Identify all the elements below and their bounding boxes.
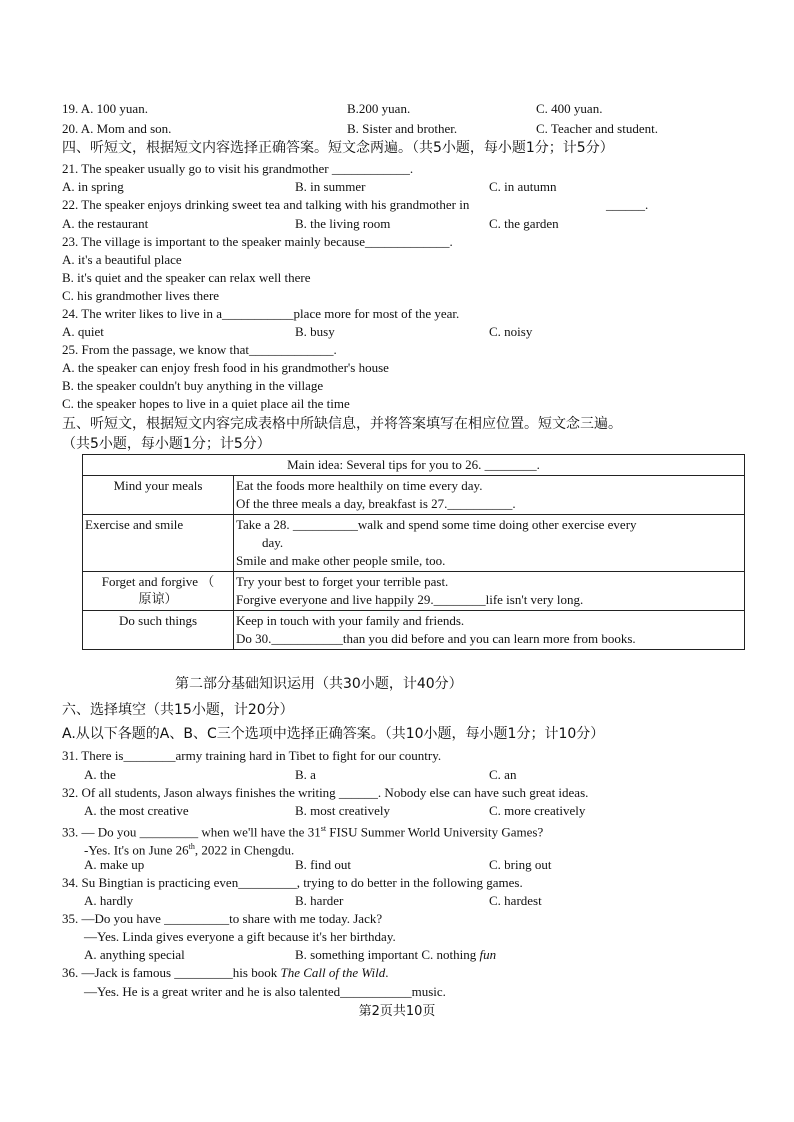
row-line: Eat the foods more healthily on time every day. bbox=[236, 478, 483, 493]
q31-option-a: A. the bbox=[84, 767, 116, 782]
q35-stem: 35. —Do you have __________to share with me today. Jack? bbox=[62, 911, 383, 926]
row-content bbox=[234, 515, 745, 572]
q34-stem: 34. Su Bingtian is practicing even_________, trying to do better in the following games. bbox=[62, 875, 523, 890]
q22-option-a: A. the restaurant bbox=[62, 216, 149, 231]
row-content bbox=[234, 611, 745, 650]
q36-stem-end: . bbox=[385, 965, 389, 980]
q25-option-a: A. the speaker can enjoy fresh food in his grandmother's house bbox=[62, 360, 389, 375]
q25-option-c: C. the speaker hopes to live in a quiet place ail the time bbox=[62, 396, 350, 411]
q35-option-c-fun: fun bbox=[479, 947, 497, 962]
q32-option-c: C. more creatively bbox=[489, 803, 586, 818]
q36-stem: 36. —Jack is famous _________his book bbox=[62, 965, 281, 980]
section-5-title: 五、听短文，根据短文内容完成表格中所缺信息，并将答案填写在相应位置。短文念三遍。 bbox=[62, 416, 622, 432]
q25-stem: 25. From the passage, we know that_____________. bbox=[62, 342, 337, 357]
row-line: Smile and make other people smile, too. bbox=[236, 553, 446, 568]
q33-option-b: B. find out bbox=[295, 857, 351, 872]
q21-option-c: C. in autumn bbox=[489, 179, 557, 194]
table-row bbox=[83, 572, 745, 611]
q33-option-c: C. bring out bbox=[489, 857, 552, 872]
q31-option-c: C. an bbox=[489, 767, 517, 782]
part-2-title: 第二部分基础知识运用（共30小题，计40分） bbox=[175, 676, 463, 692]
q32-option-b: B. most creatively bbox=[295, 803, 390, 818]
row-label: Forget and forgive （ bbox=[101, 574, 215, 589]
q19-option-c: C. 400 yuan. bbox=[536, 101, 603, 116]
q36-stem-line bbox=[62, 965, 388, 981]
q33-stem-end: FISU Summer World University Games? bbox=[326, 824, 544, 840]
row-label: Do such things bbox=[83, 611, 234, 650]
q33-answer: -Yes. It's on June 26 bbox=[84, 842, 189, 858]
section-6-title: 六、选择填空（共15小题，计20分） bbox=[62, 702, 294, 718]
q22-blank: ______. bbox=[606, 197, 649, 212]
q33-answer-superscript: th bbox=[188, 842, 195, 851]
q34-option-c: C. hardest bbox=[489, 893, 542, 908]
q33-superscript: st bbox=[320, 824, 327, 833]
table-row bbox=[83, 611, 745, 650]
q33-stem: 33. — Do you _________ when we'll have the 31 bbox=[62, 824, 321, 840]
row-content bbox=[234, 572, 745, 611]
q21-stem: 21. The speaker usually go to visit his grandmother ____________. bbox=[62, 161, 414, 176]
q32-stem: 32. Of all students, Jason always finishes the writing ______. Nobody else can have such great ideas. bbox=[62, 785, 589, 800]
q35-option-a: A. anything special bbox=[84, 947, 185, 962]
q31-option-b: B. a bbox=[295, 767, 316, 782]
row-line: Forgive everyone and live happily 29.________life isn't very long. bbox=[236, 592, 584, 607]
row-line-cont: day. bbox=[262, 535, 284, 550]
row-label: Mind your meals bbox=[83, 476, 234, 515]
q33-option-a: A. make up bbox=[84, 857, 145, 872]
q34-option-a: A. hardly bbox=[84, 893, 134, 908]
q33-answer-line bbox=[84, 839, 294, 858]
q24-option-c: C. noisy bbox=[489, 324, 533, 339]
q34-option-b: B. harder bbox=[295, 893, 344, 908]
section-4-title: 四、听短文，根据短文内容选择正确答案。短文念两遍。（共5小题，每小题1分；计5分） bbox=[62, 140, 614, 156]
row-line: Do 30.___________than you did before and you can learn more from books. bbox=[236, 631, 636, 646]
q23-option-b: B. it's quiet and the speaker can relax well there bbox=[62, 270, 311, 285]
q21-option-b: B. in summer bbox=[295, 179, 366, 194]
q19-option-b: B.200 yuan. bbox=[347, 101, 411, 116]
row-line: Take a 28. __________walk and spend some time doing other exercise every bbox=[236, 517, 637, 532]
q22-stem: 22. The speaker enjoys drinking sweet tea and talking with his grandmother in bbox=[62, 197, 470, 212]
row-line: Try your best to forget your terrible past. bbox=[236, 574, 449, 589]
q24-stem: 24. The writer likes to live in a___________place more for most of the year. bbox=[62, 306, 460, 321]
section-6-subtitle: A.从以下各题的A、B、C三个选项中选择正确答案。（共10小题，每小题1分；计10分） bbox=[62, 726, 605, 742]
q24-option-b: B. busy bbox=[295, 324, 335, 339]
q20-option-b: B. Sister and brother. bbox=[347, 121, 458, 136]
q36-book-title: The Call of the Wild bbox=[280, 965, 386, 980]
row-line: Keep in touch with your family and friends. bbox=[236, 613, 465, 628]
table-main-idea: Main idea: Several tips for you to 26. ________. bbox=[83, 455, 745, 476]
section-5-subtitle: （共5小题，每小题1分；计5分） bbox=[62, 436, 271, 452]
q23-option-c: C. his grandmother lives there bbox=[62, 288, 220, 303]
table-header-row bbox=[83, 455, 745, 476]
row-label-cont: 原谅） bbox=[138, 592, 178, 607]
row-label: Exercise and smile bbox=[83, 515, 234, 572]
tips-table bbox=[82, 454, 745, 650]
page-number: 第2页共10页 bbox=[358, 1004, 436, 1019]
q25-option-b: B. the speaker couldn't buy anything in the village bbox=[62, 378, 324, 393]
q35-option-bc: B. something important C. nothing bbox=[295, 947, 477, 962]
row-label-cell bbox=[83, 572, 234, 611]
q20-option-c: C. Teacher and student. bbox=[536, 121, 658, 136]
q31-stem: 31. There is________army training hard in Tibet to fight for our country. bbox=[62, 748, 442, 763]
q22-option-b: B. the living room bbox=[295, 216, 391, 231]
q20-option-a: 20. A. Mom and son. bbox=[62, 121, 172, 136]
q33-stem-line bbox=[62, 821, 543, 840]
q21-option-a: A. in spring bbox=[62, 179, 124, 194]
q19-option-a: 19. A. 100 yuan. bbox=[62, 101, 148, 116]
row-content bbox=[234, 476, 745, 515]
row-line: Of the three meals a day, breakfast is 27.__________. bbox=[236, 496, 516, 511]
q32-option-a: A. the most creative bbox=[84, 803, 189, 818]
q33-answer-end: , 2022 in Chengdu. bbox=[194, 842, 295, 858]
q35-option-bc-line bbox=[295, 947, 496, 963]
table-row bbox=[83, 476, 745, 515]
q24-option-a: A. quiet bbox=[62, 324, 104, 339]
q23-stem: 23. The village is important to the speaker mainly because_____________. bbox=[62, 234, 453, 249]
table-row bbox=[83, 515, 745, 572]
q35-answer: —Yes. Linda gives everyone a gift because it's her birthday. bbox=[84, 929, 396, 944]
q36-answer: —Yes. He is a great writer and he is also talented___________music. bbox=[84, 984, 446, 999]
q23-option-a: A. it's a beautiful place bbox=[62, 252, 182, 267]
q22-option-c: C. the garden bbox=[489, 216, 559, 231]
